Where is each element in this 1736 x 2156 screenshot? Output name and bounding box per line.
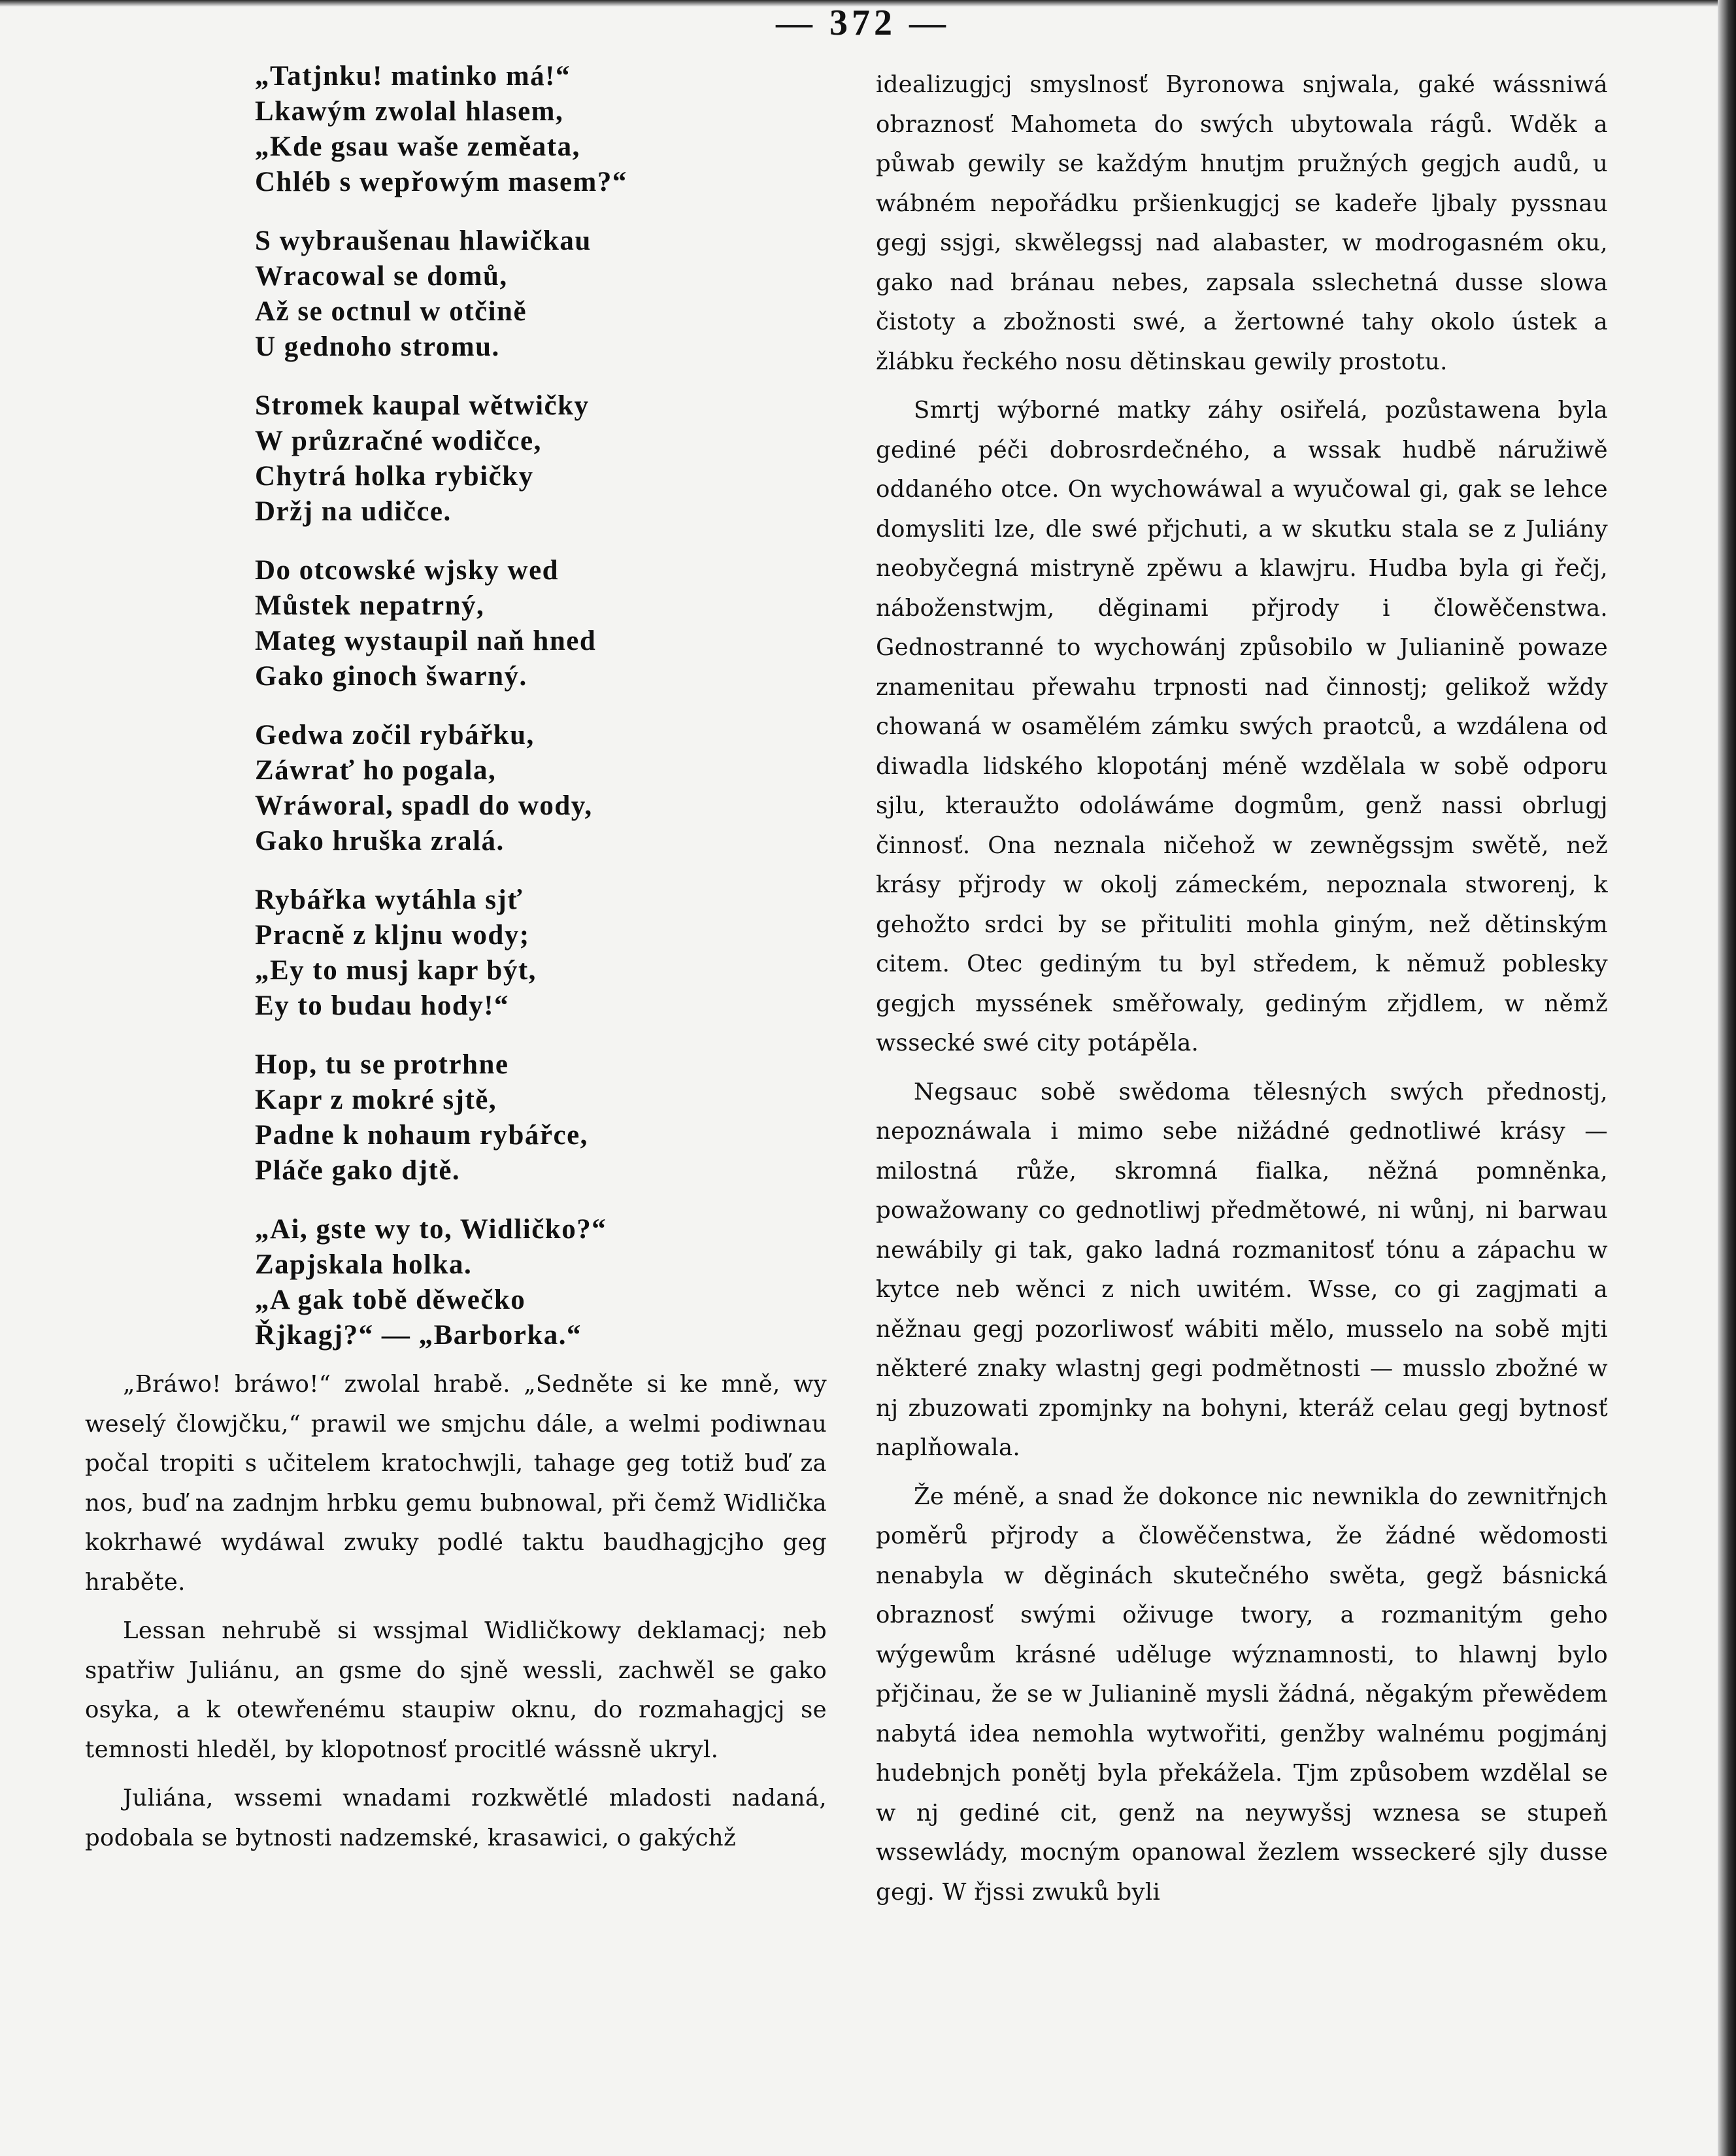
poem-verse: Záwrať ho pogala, <box>255 755 497 786</box>
poem-verse: Držj na udičce. <box>255 496 452 527</box>
poem-verse: Stromek kaupal wětwičky <box>255 390 590 421</box>
poem-verse: Můstek nepatrný, <box>255 590 485 621</box>
poem-stanza <box>255 59 827 200</box>
poem-verse: „Ey to musj kapr být, <box>255 955 537 986</box>
poem-verse: Lkawým zwolal hlasem, <box>255 96 564 127</box>
poem-verse: Wráworal, spadl do wody, <box>255 790 593 821</box>
poem-verse: Gako hruška zralá. <box>255 826 505 856</box>
poem-verse: Wracowal se domů, <box>255 261 508 292</box>
body-paragraph: Juliána, wssemi wnadami rozkwětlé mladosti nadaná, podobala se bytnosti nadzemské, krasawici, o gakýchž <box>85 1785 827 1851</box>
poem-verse: Ey to budau hody!“ <box>255 990 510 1021</box>
poem-verse: „Tatjnku! matinko má!“ <box>255 61 571 92</box>
poem-verse: Zapjskala holka. <box>255 1249 473 1280</box>
poem-verse: U gednoho stromu. <box>255 331 500 362</box>
body-paragraph: idealizugjcj smyslnosť Byronowa snjwala, gaké wássniwá obraznosť Mahometa do swých ubytowala rágů. Wděk a půwab gewily se každým hnutjm pružných gegjch audů, u wábném nepořádku pršienkugjcj se kadeře ljbaly pyssnau gegj ssjgi, skwělegssj nad alabaster, w modrogasném oku, gako nad bránau nebes, zapsala sslechetná dusse slowa čistoty a zbožnosti swé, a žertowné tahy okolo ústek a žlábku řeckého nosu dětinskau gewily prostotu. <box>876 71 1608 375</box>
page-number: — 372 — <box>776 3 950 43</box>
body-paragraph: Negsauc sobě swědoma tělesných swých přednostj, nepoznáwala i mimo sebe nižádné gednotliwé krásy — milostná růže, skromná fialka, něžná pomněnka, powažowany co gednotliwj předmětowé, ni wůnj, ni barwau newábily gi tak, gako ladná rozmanitosť tónu a zápachu w kytce neb wěnci z nich uwitém. Wsse, co gi zagjmati a něžnau gegj pozorliwosť wábiti mělo, musselo na sobě mjti některé znaky wlastnj gegi podmětnosti — musslo zbožné w nj zbuzowati zpomjnky na bohyni, kteráž celau gegj bytnosť naplňowala. <box>876 1078 1608 1461</box>
poem-verse: Mateg wystaupil naň hned <box>255 626 597 656</box>
body-paragraph: Že méně, a snad že dokonce nic newnikla do zewnitřnjch poměrů přjrody a člowěčenstwa, že žádné wědomosti nenabyla w děginách skutečného swěta, gegž básnická obraznosť swými oživuge twory, a rozmanitým geho wýgewům krásné uděluge wýznamnosti, to hlawnj bylo přjčinau, že se w Julianině mysli žádná, něgakým přewědem nabytá idea nemohla wytwořiti, genžby walnému pogjmánj hudebnjch ponětj byla překážela. Tjm způsobem wzdělal se w nj gediné cit, genž na neywyšsj wznesa se stupeň wssewlády, mocným opanowal žezlem wsseckeré sjly dusse gegj. W řjssi zwuků byli <box>876 1483 1608 1906</box>
poem-verse: Pracně z kljnu wody; <box>255 920 530 951</box>
poem-verse: Do otcowské wjsky wed <box>255 555 559 586</box>
poem-verse: Gedwa zočil rybářku, <box>255 720 535 750</box>
poem-verse: „Kde gsau waše zeměata, <box>255 131 580 162</box>
poem-stanza <box>255 224 827 365</box>
poem-verse: Řjkagj?“ — „Barborka.“ <box>255 1320 582 1351</box>
poem-verse: Rybářka wytáhla sjť <box>255 884 524 915</box>
poem-verse: Hop, tu se protrhne <box>255 1049 509 1080</box>
poem-verse: „Ai, gste wy to, Widličko?“ <box>255 1214 607 1245</box>
poem-verse: Chytrá holka rybičky <box>255 461 534 492</box>
poem-stanza <box>255 1212 827 1353</box>
poem <box>255 59 827 1353</box>
poem-verse: Pláče gako djtě. <box>255 1155 461 1186</box>
left-column <box>85 59 827 1867</box>
poem-stanza <box>255 1047 827 1188</box>
poem-verse: Chléb s wepřowým masem?“ <box>255 167 627 197</box>
poem-verse: W průzračné wodičce, <box>255 426 542 456</box>
poem-verse: Až se octnul w otčině <box>255 296 527 327</box>
poem-stanza <box>255 388 827 530</box>
poem-stanza <box>255 553 827 694</box>
body-paragraph: Lessan nehrubě si wssjmal Widličkowy deklamacj; neb spatřiw Juliánu, an gsme do sjně wessli, zachwěl se gako osyka, a k otewřenému staupiw oknu, do rozmahagjcj se temnosti hleděl, by klopotnosť procitlé wássně ukryl. <box>85 1617 827 1763</box>
scan-edge-right <box>1718 0 1736 2156</box>
poem-verse: Padne k nohaum rybářce, <box>255 1120 588 1151</box>
poem-verse: „A gak tobě děwečko <box>255 1285 526 1315</box>
poem-stanza <box>255 718 827 859</box>
poem-verse: S wybraušenau hlawičkau <box>255 226 592 256</box>
poem-verse: Gako ginoch šwarný. <box>255 661 527 692</box>
right-column <box>876 65 1608 1921</box>
body-paragraph: „Bráwo! bráwo!“ zwolal hrabě. „Sedněte si ke mně, wy weselý člowjčku,“ prawil we smjchu dále, a welmi podiwnau počal tropiti s učitelem kratochwjli, tahage geg totiž buď za nos, buď na zadnjm hrbku gemu bubnowal, při čemž Widlička kokrhawé wydáwal zwuky podlé taktu baudhagjcjho geg hraběte. <box>85 1371 827 1596</box>
poem-verse: Kapr z mokré sjtě, <box>255 1085 497 1115</box>
body-paragraph: Smrtj wýborné matky záhy osiřelá, pozůstawena byla gediné péči dobrosrdečného, a wssak hudbě náružiwě oddaného otce. On wychowáwal a wyučowal gi, gak se lehce domysliti lze, dle swé přjchuti, a w skutku stala se z Juliány neobyčegná mistryně zpěwu a klawjru. Hudba byla gi řečj, náboženstwjm, děginami přjrody i člowěčenstwa. Gednostranné to wychowánj způsobilo w Julianině powaze znamenitau přewahu trpnosti nad činnostj; gelikož wždy chowaná w osamělém zámku swých praotců, a wzdálena od diwadla lidského klopotánj méně wzdělala w sobě odporu sjlu, kteraužto odoláwáme dogmům, genž nassi obrlugj činnosť. Ona neznala ničehož w zewněgssjm swětě, než krásy přjrody w okolj zámeckém, nepoznala stworenj, k gehožto srdci by se přituliti mohla giným, než dětinským citem. Otec gediným tu byl středem, k němuž poblesky gegjch myssének směřowaly, gediným zřjdlem, w němž wssecké swé city potápěla. <box>876 397 1608 1056</box>
poem-stanza <box>255 883 827 1024</box>
